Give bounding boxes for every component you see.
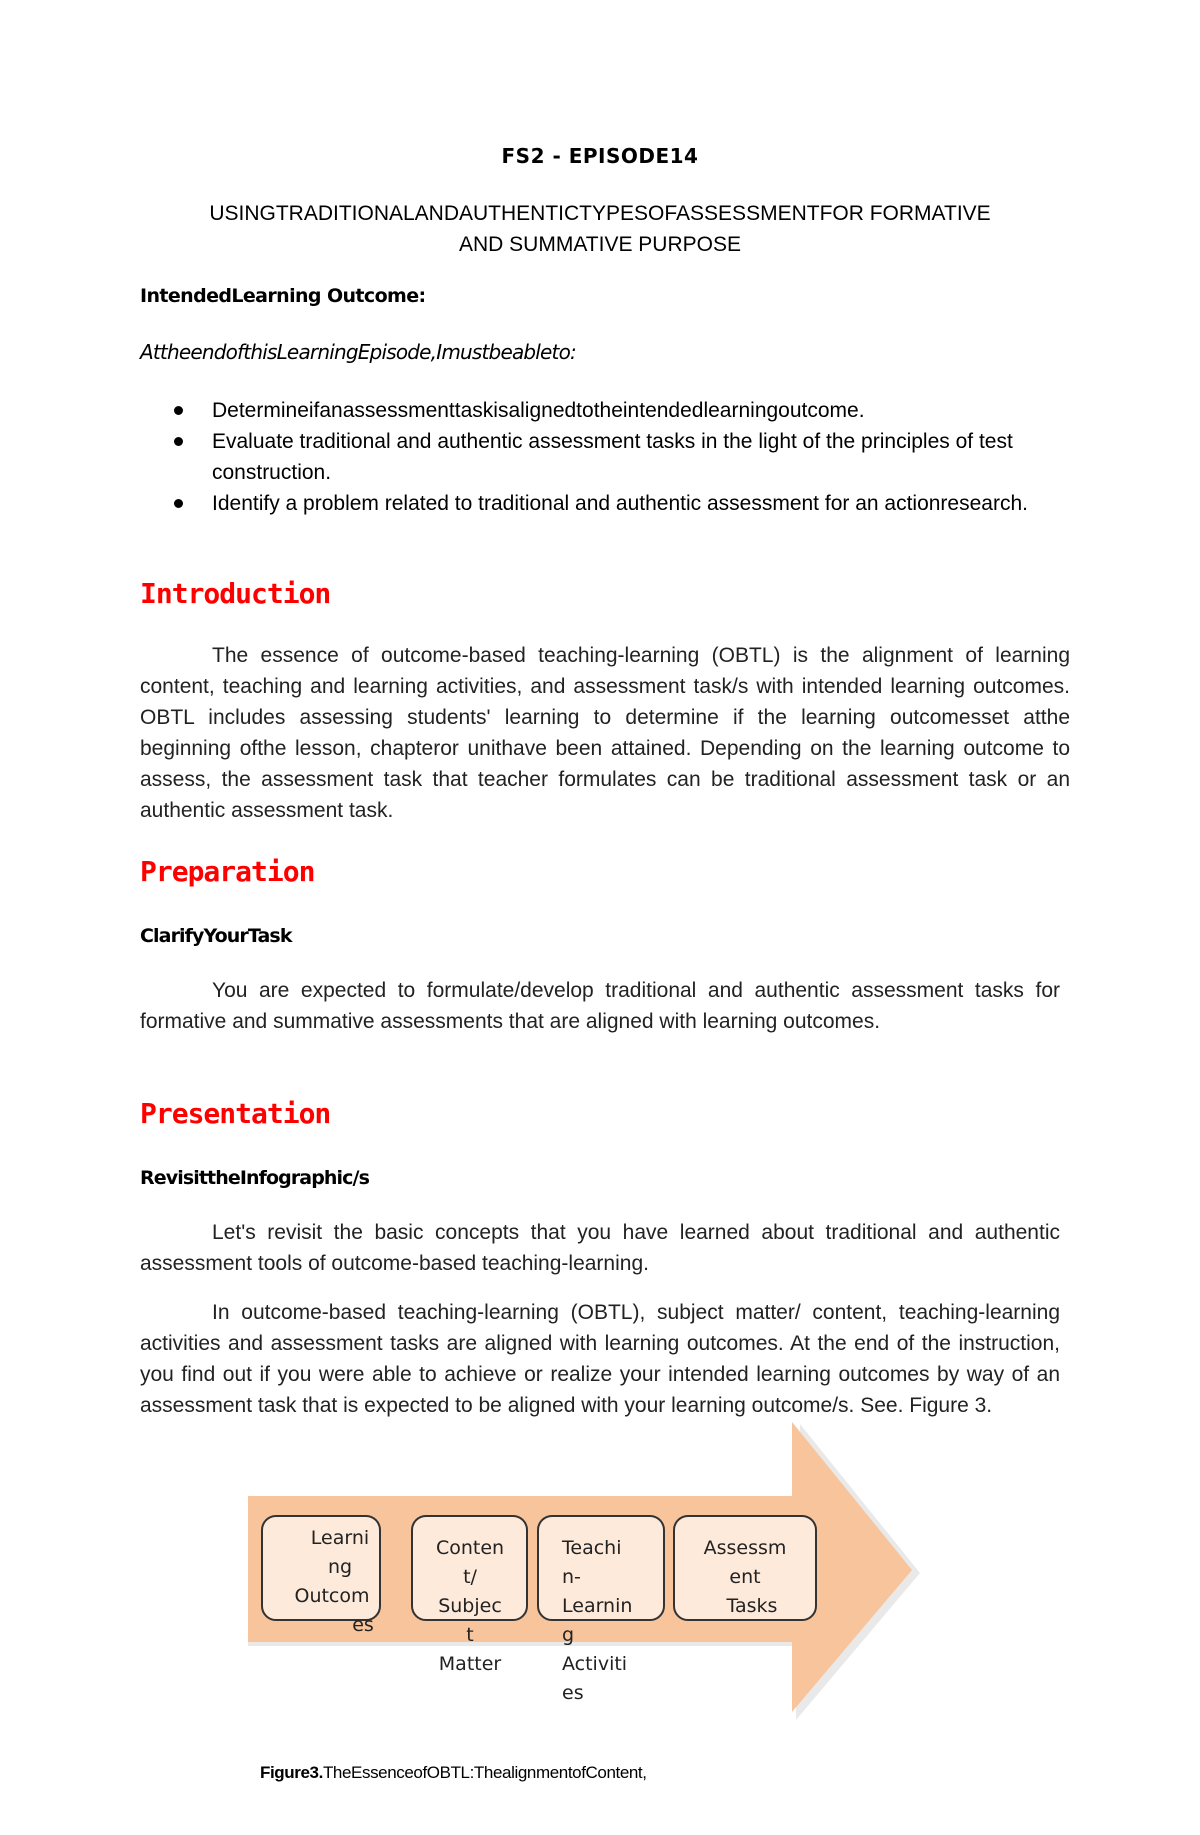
document-subtitle [0, 198, 1200, 260]
svg-text:t: t [466, 1624, 474, 1646]
svg-text:Learni: Learni [310, 1527, 370, 1549]
svg-text:g: g [562, 1624, 575, 1646]
list-item [170, 426, 1070, 488]
revisit-infographic-subheading: RevisittheInfographic/s [140, 1167, 369, 1189]
svg-text:Learnin: Learnin [562, 1595, 633, 1617]
introduction-paragraph: The essence of outcome-based teaching-learning (OBTL) is the alignment of learning content, teaching and learning activities, and assessment task/s with intended learning outcomes. OBTL includes assessing students' learning to determine if the learning outcomesset atthe beginning ofthe lesson, chapteror unithave been attained. Depending on the learning outcome to assess, the assessment task that teacher formulates can be traditional assessment task or an authentic assessment task. [140, 644, 1070, 822]
svg-text:es: es [352, 1614, 374, 1636]
bullet-icon [174, 437, 183, 446]
svg-text:Assessm: Assessm [703, 1537, 787, 1559]
clarify-task-subheading: ClarifyYourTask [140, 925, 292, 947]
bullet-text: Identify a problem related to traditional and authentic assessment for an actionresearch. [212, 492, 1028, 515]
list-item [170, 395, 1070, 426]
bullet-icon [174, 499, 183, 508]
intended-learning-outcome-lead: AttheendofthisLearningEpisode,Imustbeableto: [140, 340, 576, 364]
document-title: FS2 - EPISODE14 [501, 144, 699, 168]
svg-text:Teachi: Teachi [562, 1537, 622, 1559]
svg-text:es: es [562, 1682, 584, 1704]
svg-text:n-: n- [562, 1566, 581, 1588]
svg-text:Conten: Conten [435, 1537, 505, 1559]
introduction-heading: Introduction [140, 577, 331, 610]
svg-text:t/: t/ [463, 1566, 477, 1588]
svg-text:Subjec: Subjec [438, 1595, 502, 1617]
bullet-text: Determineifanassessmenttaskisalignedtotheintendedlearningoutcome. [212, 399, 865, 422]
svg-text:Activiti: Activiti [562, 1653, 628, 1675]
svg-text:ng: ng [327, 1556, 353, 1578]
preparation-heading: Preparation [140, 855, 315, 888]
obtl-alignment-figure [240, 1420, 920, 1720]
outcome-bullet-list [170, 395, 1070, 519]
svg-text:Matter: Matter [438, 1653, 502, 1675]
subtitle-line-2: AND SUMMATIVE PURPOSE [459, 233, 741, 256]
presentation-paragraph-1: Let's revisit the basic concepts that you have learned about traditional and authentic assessment tools of outcome-based teaching-learning. [140, 1221, 1060, 1275]
figure-caption-label: Figure3. [260, 1763, 323, 1782]
preparation-paragraph: You are expected to formulate/develop traditional and authentic assessment tasks for formative and summative assessments that are aligned with learning outcomes. [140, 979, 1060, 1033]
svg-text:ent: ent [729, 1566, 761, 1588]
svg-text:Tasks: Tasks [726, 1595, 778, 1617]
presentation-paragraph-2: In outcome-based teaching-learning (OBTL), subject matter/ content, teaching-learning activities and assessment tasks are aligned with learning outcomes. At the end of the instruction, you find out if you were able to achieve or realize your intended learning outcomes by way of an assessment task that is expected to be aligned with your learning outcome/s. See. Figure 3. [140, 1301, 1060, 1417]
subtitle-line-1: USINGTRADITIONALANDAUTHENTICTYPESOFASSESSMENTFOR FORMATIVE [209, 202, 991, 225]
figure-caption-text: TheEssenceofOBTL:ThealignmentofContent, [322, 1763, 647, 1782]
bullet-icon [174, 406, 183, 415]
label-content-subject-matter [436, 1537, 504, 1675]
intended-learning-outcome-label: IntendedLearning Outcome: [140, 285, 426, 307]
svg-text:Outcom: Outcom [294, 1585, 370, 1607]
list-item [170, 488, 1070, 519]
bullet-text: Evaluate traditional and authentic assessment tasks in the light of the principles of test construction. [212, 430, 1013, 484]
figure-caption [260, 1763, 647, 1783]
presentation-heading: Presentation [140, 1097, 331, 1130]
